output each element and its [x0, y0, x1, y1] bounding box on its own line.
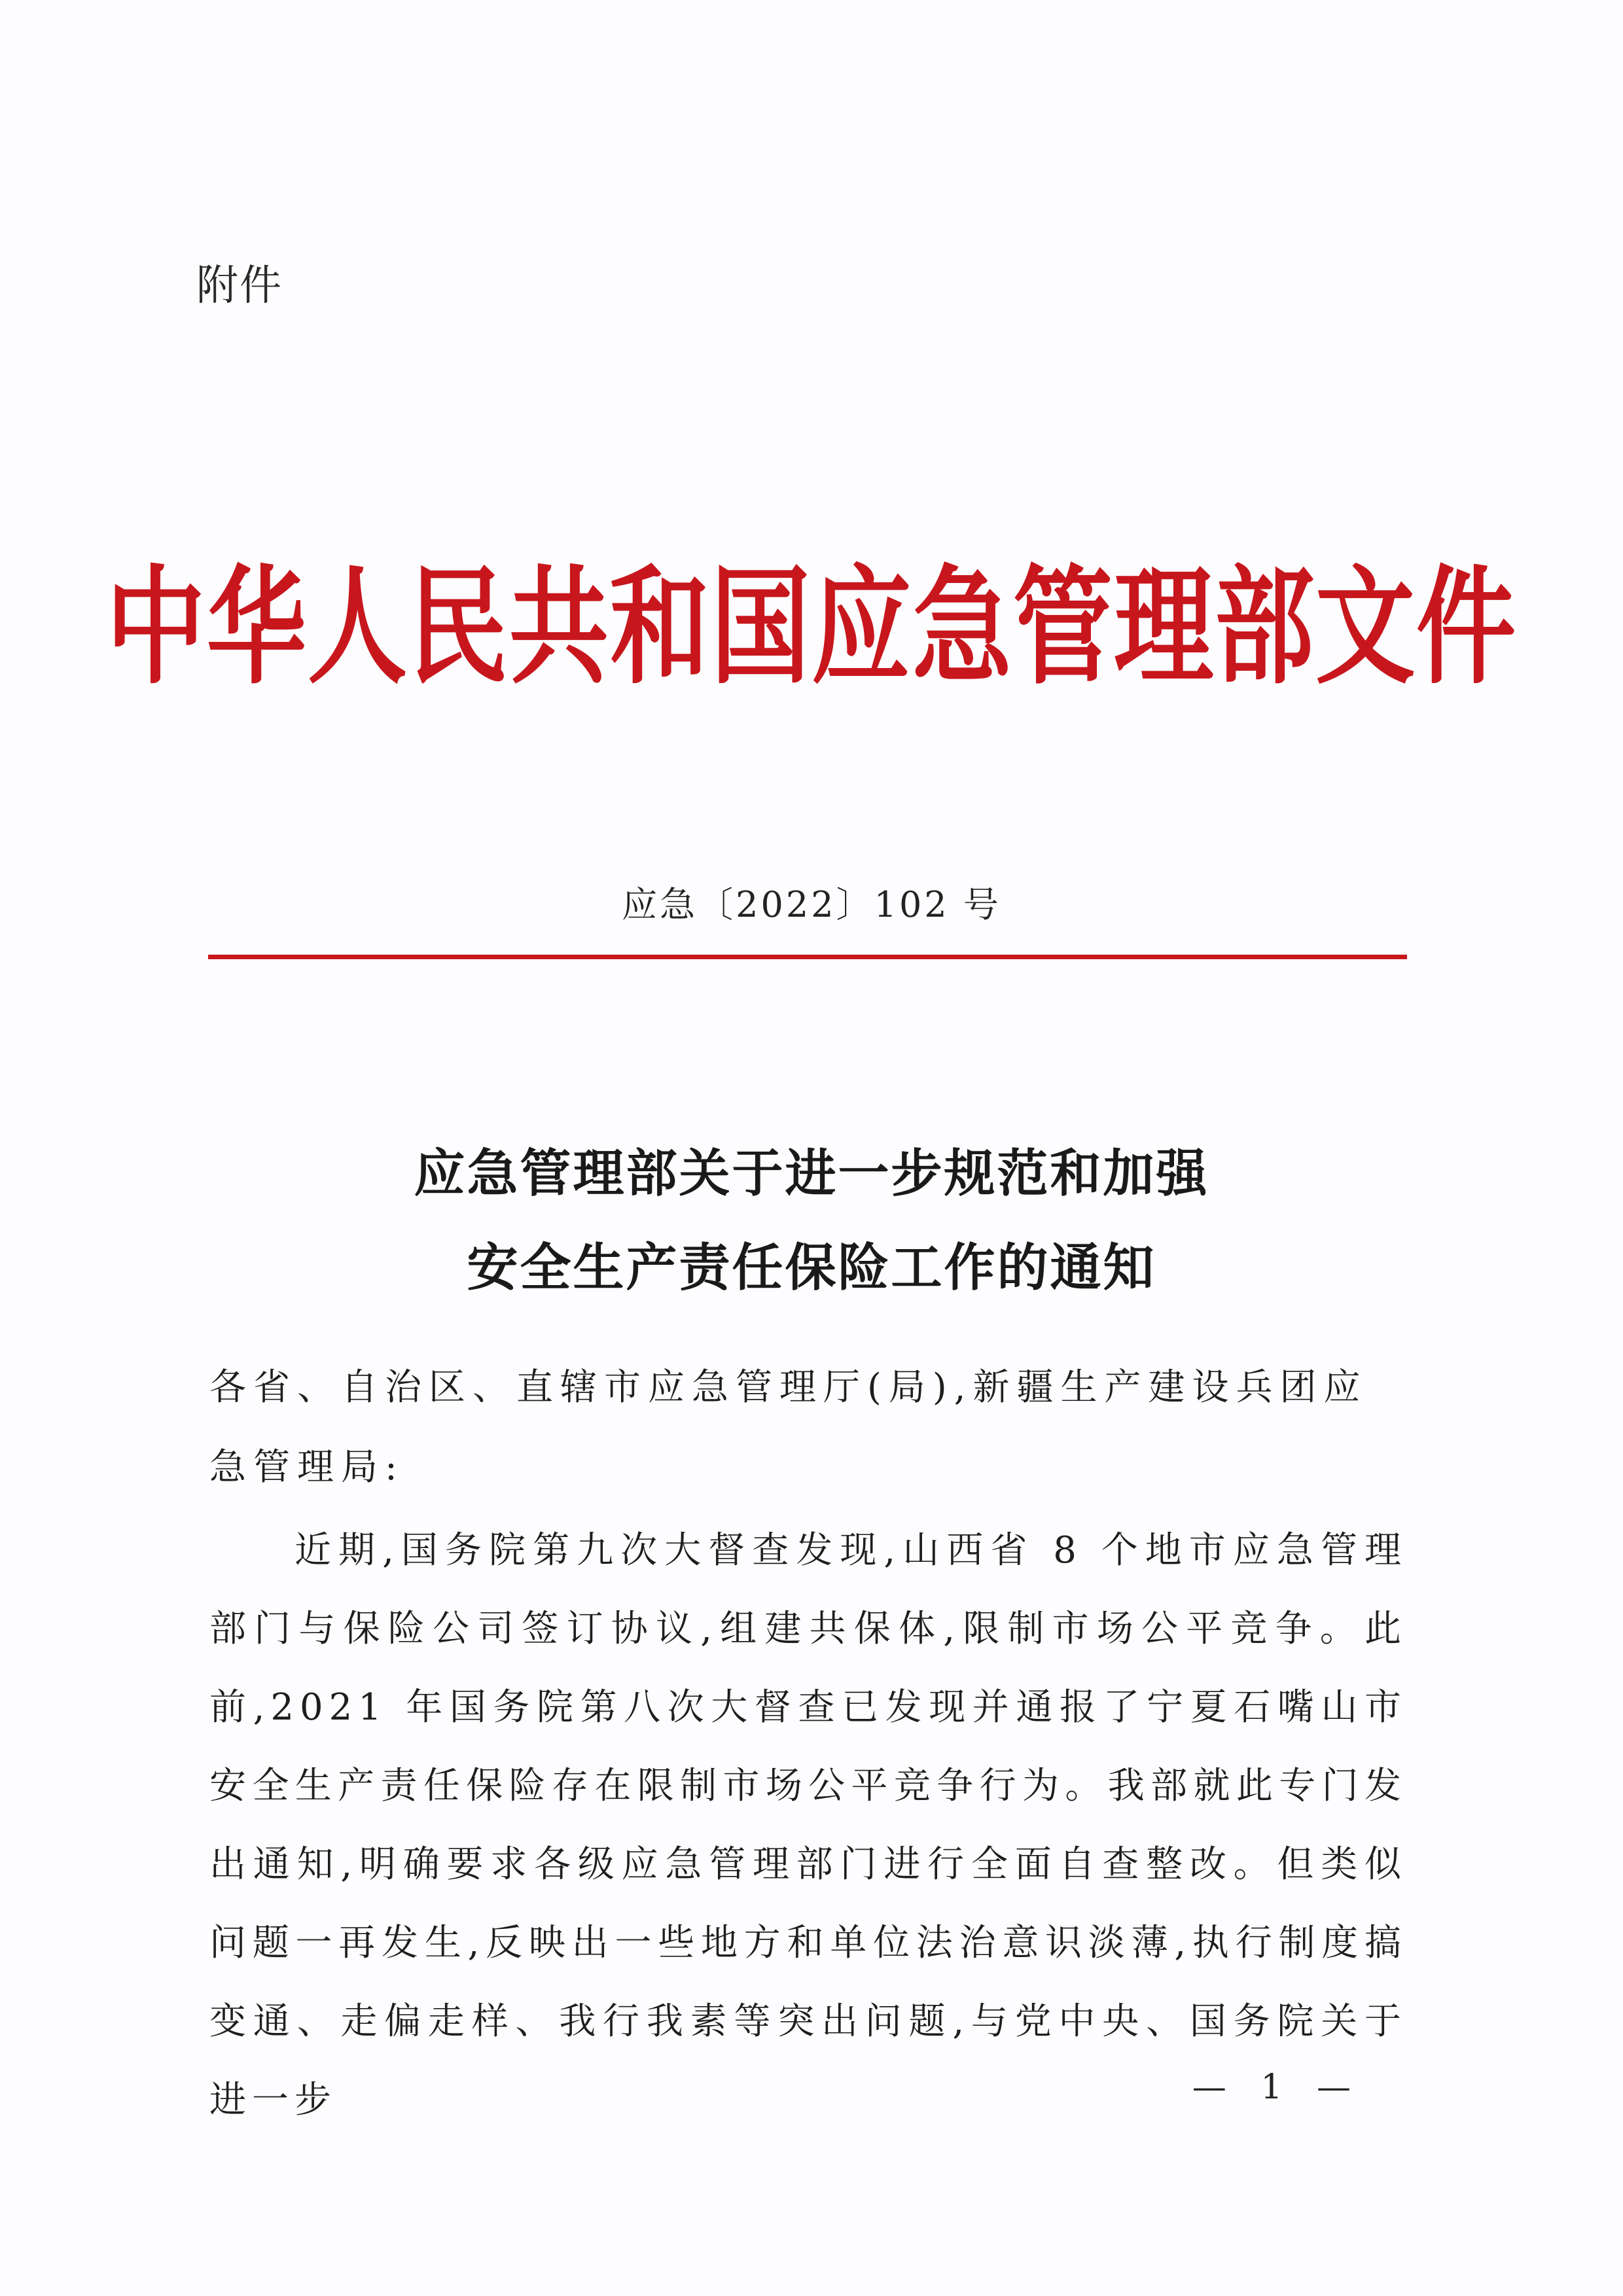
page-number: — 1 — [1192, 2068, 1363, 2107]
notice-title [0, 1127, 1623, 1315]
attachment-label: 附件 [196, 262, 283, 310]
body-paragraph-1: 近期,国务院第九次大督查发现,山西省 8 个地市应急管理部门与保险公司签订协议,组建共保体,限制市场公平竞争。此前,2021 年国务院第八次大督查已发现并通报了宁夏石嘴山市安全生产责任保险存在限制市场公平竞争行为。我部就此专门发出通知,明确要求各级应急管理部门进行全面自查整改。但类似问题一再发生,反映出一些地方和单位法治意识淡薄,执行制度搞变通、走偏走样、我行我素等突出问题,与党中央、国务院关于进一步 [209, 1529, 1407, 2121]
notice-title-line-2: 安全生产责任保险工作的通知 [467, 1239, 1156, 1298]
red-divider-line [208, 955, 1407, 959]
salutation: 各省、自治区、直辖市应急管理厅(局),新疆生产建设兵团应急管理局: [209, 1366, 1368, 1489]
document-number: 应急〔2022〕102 号 [622, 884, 1001, 925]
document-masthead: 中华人民共和国应急管理部文件 [106, 553, 1517, 701]
notice-title-line-1: 应急管理部关于进一步规范和加强 [414, 1144, 1209, 1203]
